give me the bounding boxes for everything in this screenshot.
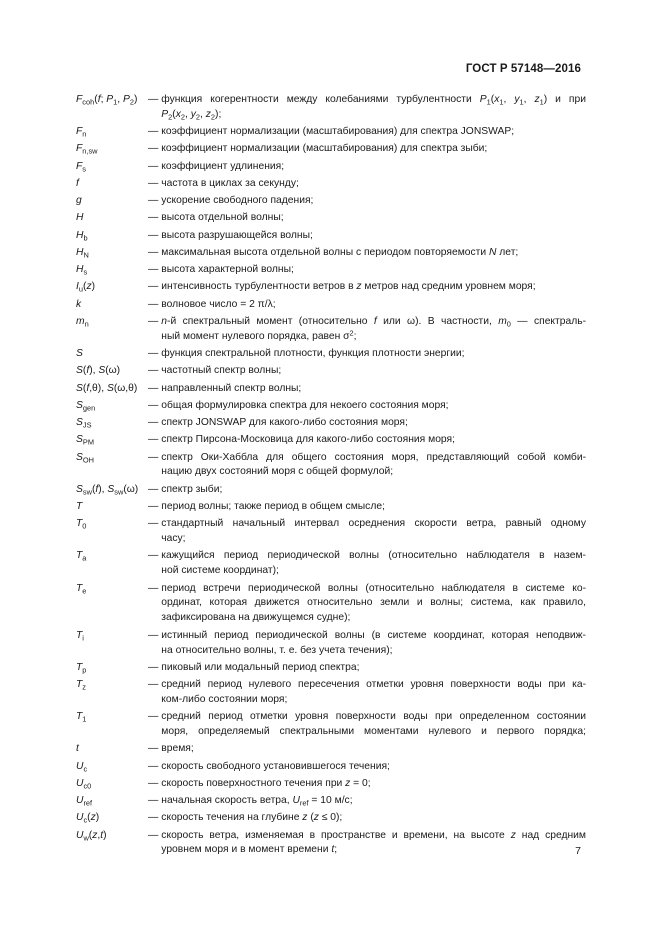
definition-text: направленный спектр волны; xyxy=(161,382,302,394)
definition-text: n-й спектральный момент (относительно f или ω). В частности, $m_0$ — спектраль- ный момент нулевого порядка, равен $\sigma^2$; xyxy=(161,315,587,342)
definition-row xyxy=(76,451,586,481)
definition-text: коэффициент нормализации (масштабирования) для спектра JONSWAP; xyxy=(161,126,515,138)
definition-row xyxy=(76,433,586,448)
definition-text: высота отдельной волны; xyxy=(161,212,284,224)
definition-text: ускорение свободного падения; xyxy=(161,195,314,207)
definition-row xyxy=(76,582,586,627)
definition-row xyxy=(76,500,586,515)
symbol: $m_n$ xyxy=(76,315,89,329)
dash: — xyxy=(148,212,159,224)
dash: — xyxy=(148,348,159,360)
document-code: ГОСТ Р 57148—2016 xyxy=(465,63,581,75)
definition-row xyxy=(76,347,586,362)
dash: — xyxy=(148,518,159,530)
definition-row xyxy=(76,517,586,547)
symbol: g xyxy=(76,195,82,207)
definition-row xyxy=(76,710,586,740)
symbol: $U_c$ xyxy=(76,760,88,774)
dash: — xyxy=(148,711,159,723)
symbol: $I_u(z)$ xyxy=(76,281,96,294)
definition-text: частотный спектр волны; xyxy=(161,365,282,377)
symbol: $F_s$ xyxy=(76,160,86,174)
definition-row xyxy=(76,194,586,209)
definition-row xyxy=(76,315,586,345)
dash: — xyxy=(148,777,159,789)
symbol: $T_e$ xyxy=(76,582,87,596)
definition-text: максимальная высота отдельной волны с периодом повторяемости N лет; xyxy=(161,246,519,258)
symbol: $U_{ref}$ xyxy=(76,795,93,808)
definition-row xyxy=(76,142,586,157)
symbol: $S_{sw}(f)$, $S_{sw}(\omega)$ xyxy=(76,483,139,497)
definition-row xyxy=(76,760,586,775)
definition-text: скорость течения на глубине z (z ≤ 0); xyxy=(161,812,343,824)
symbol: $T_a$ xyxy=(76,550,87,563)
definition-row xyxy=(76,811,586,826)
definition-text: средний период отметки уровня поверхности воды при определенном состоянии моря, определяемый спектральными моментами нулевого и первого порядка; xyxy=(161,711,586,738)
symbol: $H_N$ xyxy=(76,246,89,260)
definition-text: скорость поверхностного течения при z = 0; xyxy=(161,777,371,789)
dash: — xyxy=(148,795,159,807)
definition-text: стандартный начальный интервал осреднения скорости ветра, равный одному часу; xyxy=(161,518,586,545)
dash: — xyxy=(148,126,159,138)
dash: — xyxy=(148,483,159,495)
definition-row xyxy=(76,125,586,140)
dash: — xyxy=(148,399,159,411)
definition-text: высота разрушающейся волны; xyxy=(161,229,313,241)
definition-row xyxy=(76,777,586,792)
definition-row xyxy=(76,416,586,431)
dash: — xyxy=(148,382,159,394)
symbol: $S_{JS}$ xyxy=(76,417,92,430)
dash: — xyxy=(148,177,159,189)
definition-text: волновое число = 2 π/λ; xyxy=(161,298,276,310)
definition-text: период волны; также период в общем смысле; xyxy=(161,500,385,512)
symbol: T xyxy=(76,500,83,512)
symbol: $F_{coh}(f$; $P_1$, $P_2$) xyxy=(76,94,138,107)
definition-text: скорость ветра, изменяемая в пространстве и времени, на высоте z над средним уровнем моря и в момент времени t; xyxy=(161,829,587,856)
dash: — xyxy=(148,281,159,293)
definition-row xyxy=(76,298,586,313)
definition-row xyxy=(76,678,586,708)
symbol: $T_z$ xyxy=(76,679,86,692)
dash: — xyxy=(148,679,159,690)
symbol: $S_{PM}$ xyxy=(76,434,94,447)
definition-text: истинный период периодической волны (в системе координат, которая неподвиж- на относительно волны, т. е. без учета течения); xyxy=(161,629,586,656)
symbol: S(f), S(ω) xyxy=(76,365,121,377)
dash: — xyxy=(148,760,159,772)
symbol: $S_{OH}$ xyxy=(76,451,94,465)
definition-row xyxy=(76,483,586,498)
dash: — xyxy=(148,582,159,594)
definition-row xyxy=(76,794,586,809)
dash: — xyxy=(148,743,159,755)
symbol: $T_i$ xyxy=(76,629,84,643)
symbol: S xyxy=(76,348,83,360)
definition-row xyxy=(76,211,586,226)
definition-text: скорость свободного установившегося течения; xyxy=(161,760,390,772)
definition-row xyxy=(76,160,586,175)
definition-row xyxy=(76,399,586,414)
symbol: t xyxy=(76,743,79,755)
definition-row xyxy=(76,93,586,123)
definition-text: общая формулировка спектра для некоего состояния моря; xyxy=(161,399,449,411)
dash: — xyxy=(148,160,159,172)
symbol: $S_{gen}$ xyxy=(76,399,96,413)
symbol: k xyxy=(76,298,82,310)
definition-text: частота в циклах за секунду; xyxy=(161,177,299,189)
definition-text: время; xyxy=(161,743,194,755)
dash: — xyxy=(148,812,159,824)
definition-text: кажущийся период периодической волны (относительно наблюдателя в назем- ной системе координат); xyxy=(161,550,586,577)
definition-text: период встречи периодической волны (относительно наблюдателя в системе ко- ординат, которая движется относительно земли и волны; система, как правило, зафиксирована на движущемся судне); xyxy=(161,582,586,624)
definition-text: интенсивность турбулентности ветров в z метров над средним уровнем моря; xyxy=(161,281,536,293)
definition-row xyxy=(76,629,586,659)
dash: — xyxy=(148,829,159,841)
symbol: $T_0$ xyxy=(76,518,87,531)
symbol: $U_w(z,t)$ xyxy=(76,829,107,843)
dash: — xyxy=(148,365,159,377)
definition-text: коэффициент удлинения; xyxy=(161,160,285,172)
definition-text: функция спектральной плотности, функция плотности энергии; xyxy=(161,348,465,360)
dash: — xyxy=(148,246,159,258)
definition-row xyxy=(76,829,586,859)
definition-row xyxy=(76,229,586,244)
symbol: $T_p$ xyxy=(76,661,87,675)
dash: — xyxy=(148,229,159,241)
definition-row xyxy=(76,549,586,579)
definition-text: спектр зыби; xyxy=(161,483,223,495)
dash: — xyxy=(148,143,159,155)
symbol: $U_c(z)$ xyxy=(76,812,100,825)
page-number: 7 xyxy=(575,845,581,857)
definition-text: спектр Оки-Хаббла для общего состояния моря, представляющий собой комби- нацию двух состояний моря с общей формулой; xyxy=(161,451,586,478)
dash: — xyxy=(148,451,159,463)
dash: — xyxy=(148,264,159,276)
symbol: $F_n$ xyxy=(76,126,87,139)
definition-row xyxy=(76,177,586,192)
definition-text: пиковый или модальный период спектра; xyxy=(161,661,360,673)
definition-text: спектр JONSWAP для какого-либо состояния моря; xyxy=(161,417,408,429)
definition-row xyxy=(76,280,586,295)
symbol: $H_b$ xyxy=(76,229,88,243)
dash: — xyxy=(148,500,159,512)
definition-text: функция когерентности между колебаниями турбулентности $P_1(x_1$, $y_1$, $z_1$) и при $P_2(x_2$, $y_2$, $z_2$); xyxy=(161,94,586,122)
symbol: f xyxy=(76,177,79,189)
definition-row xyxy=(76,382,586,397)
symbol: $F_{n,sw}$ xyxy=(76,143,98,156)
definition-text: коэффициент нормализации (масштабирования) для спектра зыби; xyxy=(161,143,488,155)
dash: — xyxy=(148,629,159,641)
definition-row xyxy=(76,742,586,757)
dash: — xyxy=(148,94,159,105)
dash: — xyxy=(148,434,159,446)
symbol: $T_1$ xyxy=(76,711,87,724)
dash: — xyxy=(148,195,159,207)
dash: — xyxy=(148,550,159,562)
definition-text: спектр Пирсона-Московица для какого-либо состояния моря; xyxy=(161,434,455,446)
definition-text: начальная скорость ветра, $U_{ref} = 10$ м/с; xyxy=(161,795,353,808)
dash: — xyxy=(148,417,159,429)
definition-text: высота характерной волны; xyxy=(161,264,294,276)
symbols-list xyxy=(76,93,586,861)
definition-row xyxy=(76,246,586,261)
definition-row xyxy=(76,364,586,379)
dash: — xyxy=(148,298,159,310)
symbol: H xyxy=(76,212,84,224)
definition-row xyxy=(76,263,586,278)
dash: — xyxy=(148,315,159,327)
definition-row xyxy=(76,661,586,676)
symbol: $H_s$ xyxy=(76,264,88,277)
definition-text: средний период нулевого пересечения отметки уровня поверхности воды при ка- ком-либо состоянии моря; xyxy=(161,679,586,705)
dash: — xyxy=(148,661,159,673)
symbol: S(f,θ), S(ω,θ) xyxy=(76,382,138,394)
symbol: $U_{c0}$ xyxy=(76,777,92,791)
